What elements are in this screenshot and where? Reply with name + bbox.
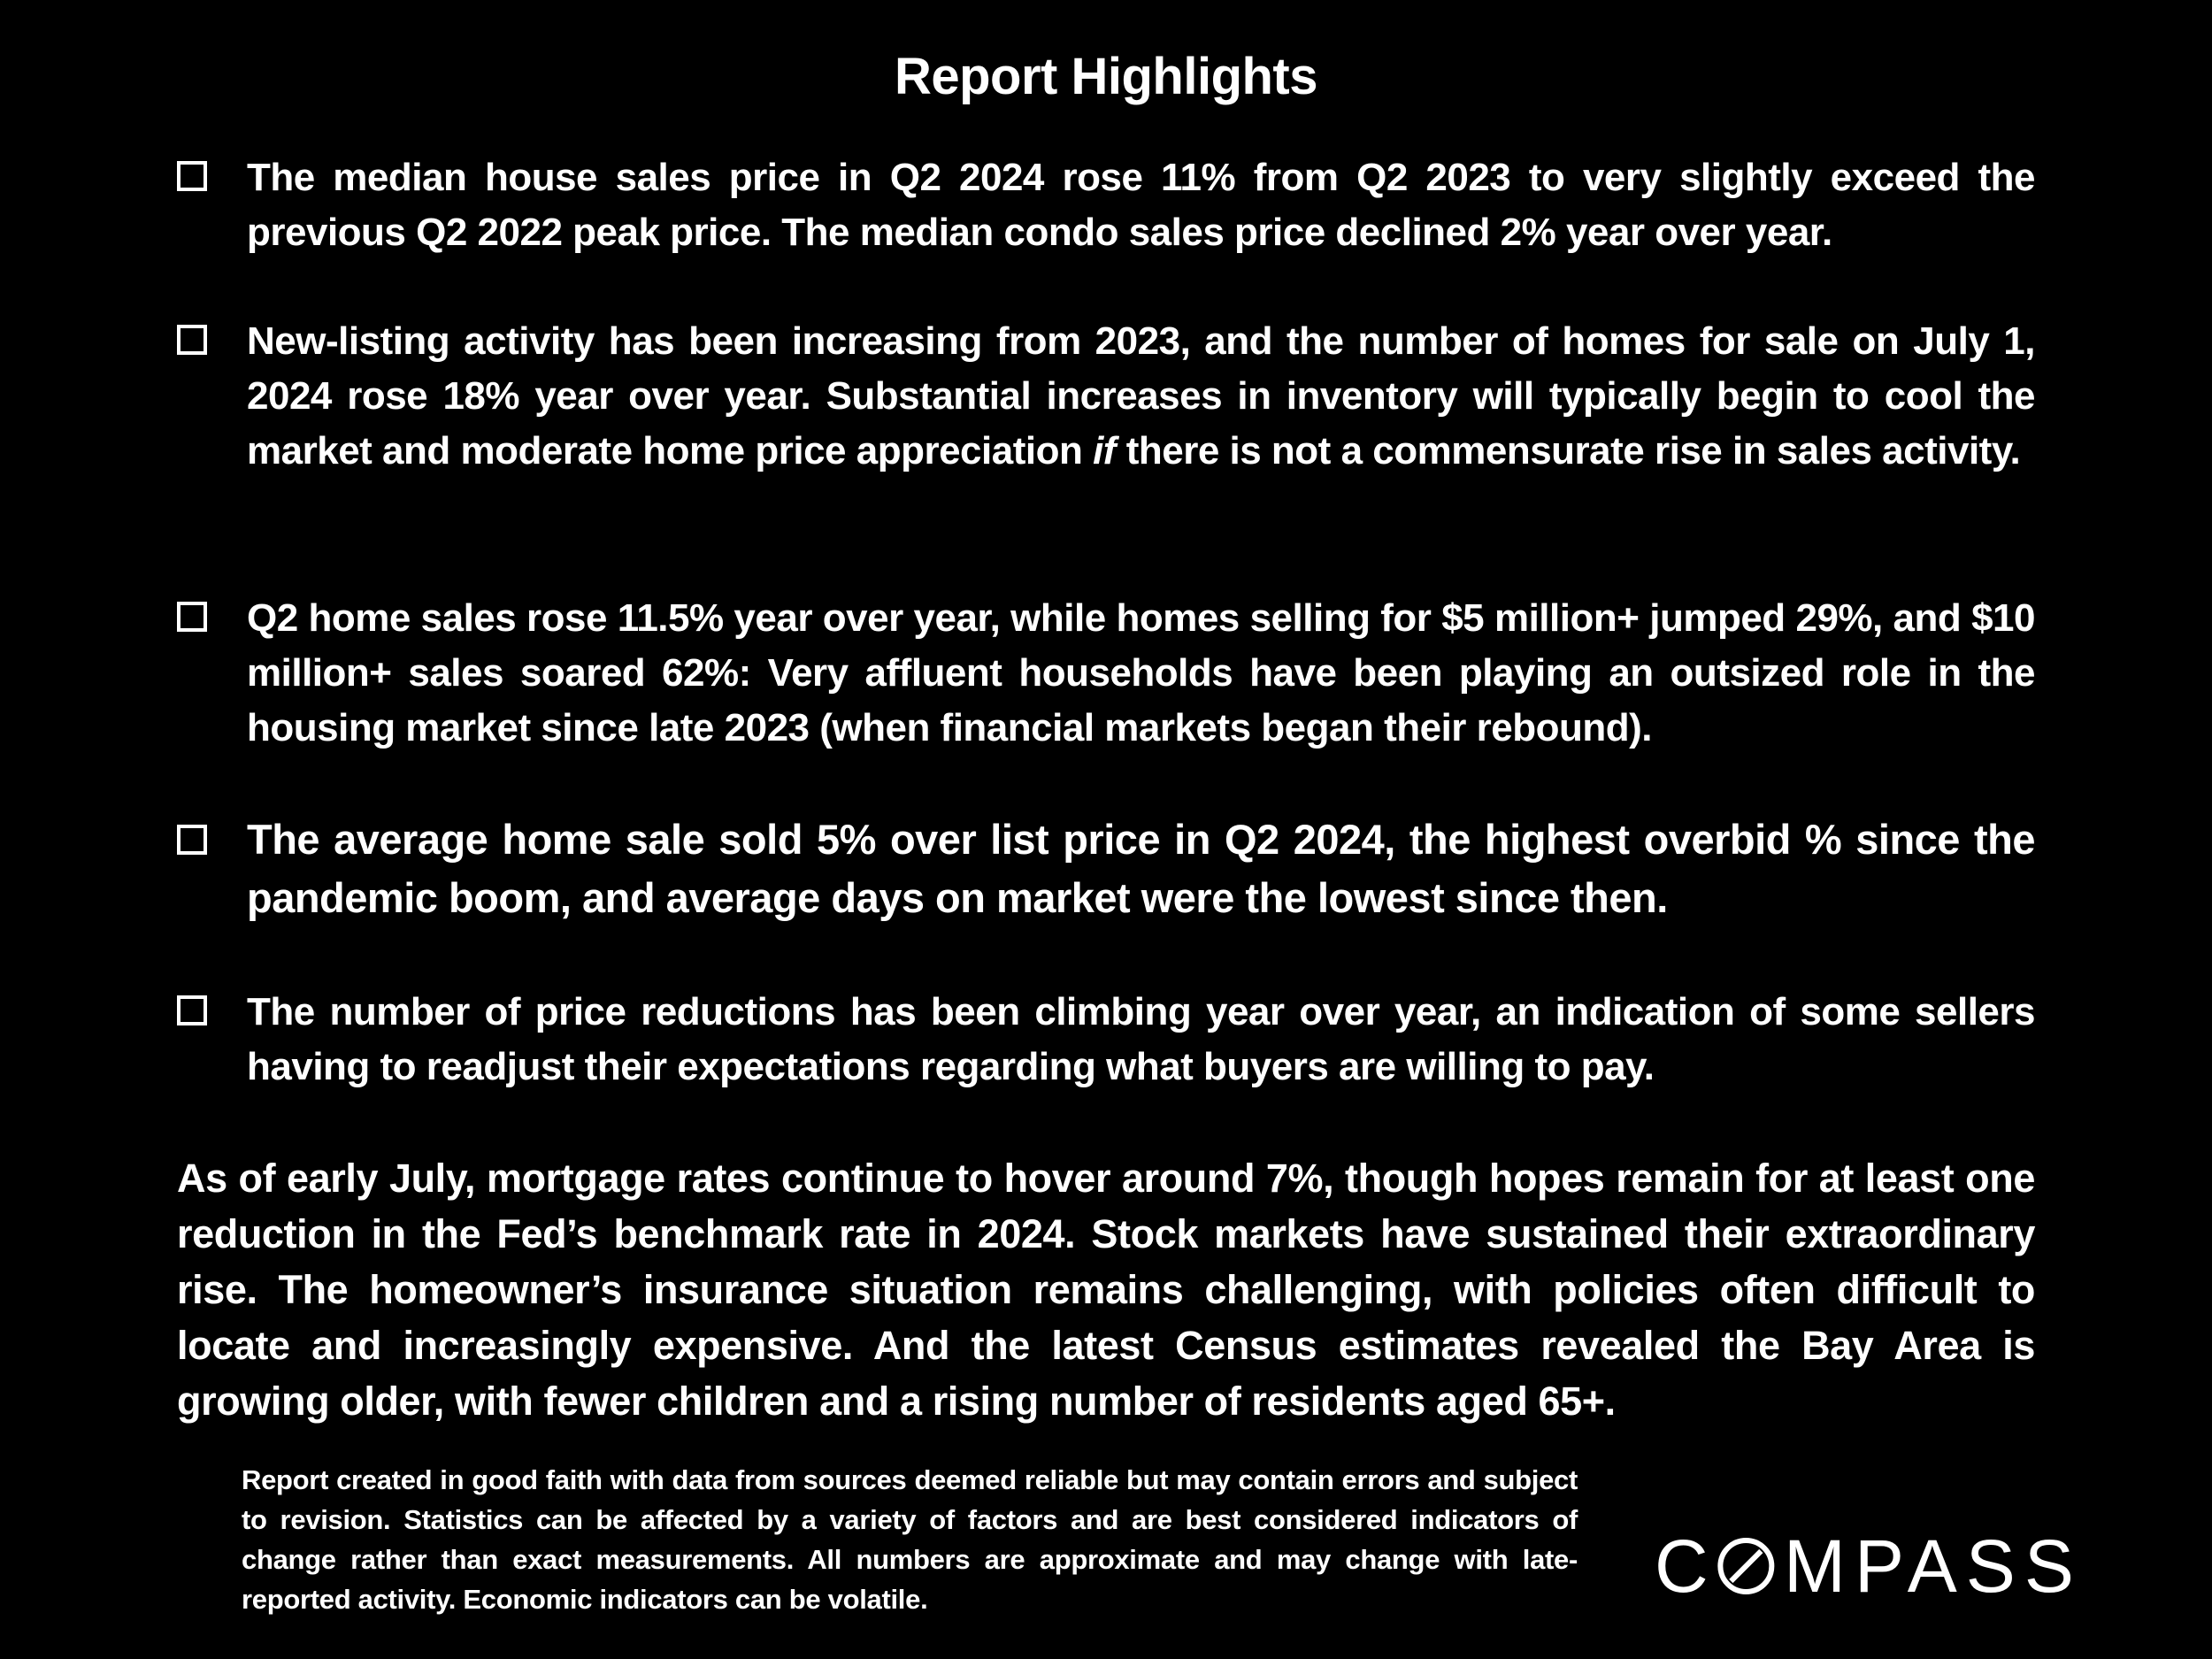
highlight-item-1	[177, 150, 2035, 260]
checkbox-icon	[177, 161, 207, 191]
highlight-item-4	[177, 810, 2035, 927]
checkbox-icon	[177, 602, 207, 632]
summary-paragraph: As of early July, mortgage rates continue to hover around 7%, though hopes remain for at least one reduction in the Fed’s benchmark rate in 2024. Stock markets have sustained their extraordinary rise. The homeowner’s insurance situation remains challenging, with policies often difficult to locate and increasingly expensive. And the latest Census estimates revealed the Bay Area is growing older, with fewer children and a rising number of residents aged 65+.	[177, 1156, 2035, 1424]
highlight-item-5	[177, 985, 2035, 1094]
highlight-item-2	[177, 314, 2035, 479]
highlight-text	[247, 314, 2035, 479]
logo-letters: MPASS	[1784, 1525, 2083, 1608]
highlight-text: The number of price reductions has been climbing year over year, an indication of some sellers having to readjust their expectations regarding what buyers are willing to pay.	[247, 990, 2035, 1088]
highlight-text-end: there is not a commensurate rise in sales activity.	[1115, 429, 2021, 472]
compass-o-icon	[1655, 1526, 2128, 1606]
highlight-text-start: New-listing activity has been increasing from 2023, and the number of homes for sale on July 1, 2024 rose 18% year over year. Substantial increases in inventory will typically begin to cool the market and moderate home price appreciation	[247, 319, 2035, 472]
checkbox-icon	[177, 995, 207, 1025]
checkbox-icon	[177, 825, 207, 855]
page-title: Report Highlights	[894, 48, 1317, 105]
logo-letter-c: C	[1655, 1525, 1717, 1608]
highlight-item-3	[177, 591, 2035, 756]
highlight-emphasis: if	[1093, 429, 1116, 472]
highlight-text: Q2 home sales rose 11.5% year over year, while homes selling for $5 million+ jumped 29%, and $10 million+ sales soared 62%: Very affluent households have been playing an outsized role in the housing market since late 2023 (when financial markets began their rebound).	[247, 596, 2035, 749]
highlight-text: The median house sales price in Q2 2024 rose 11% from Q2 2023 to very slightly exceed the previous Q2 2022 peak price. The median condo sales price declined 2% year over year.	[247, 156, 2035, 254]
highlight-text: The average home sale sold 5% over list price in Q2 2024, the highest overbid % since the pandemic boom, and average days on market were the lowest since then.	[247, 816, 2035, 921]
compass-logo	[1655, 1526, 2128, 1606]
disclaimer-text: Report created in good faith with data from sources deemed reliable but may contain errors and subject to revision. Statistics can be affected by a variety of factors and are best considered indicators of change rather than exact measurements. All numbers are approximate and may change with late-reported activity. Economic indicators can be volatile.	[242, 1464, 1578, 1615]
checkbox-icon	[177, 325, 207, 355]
